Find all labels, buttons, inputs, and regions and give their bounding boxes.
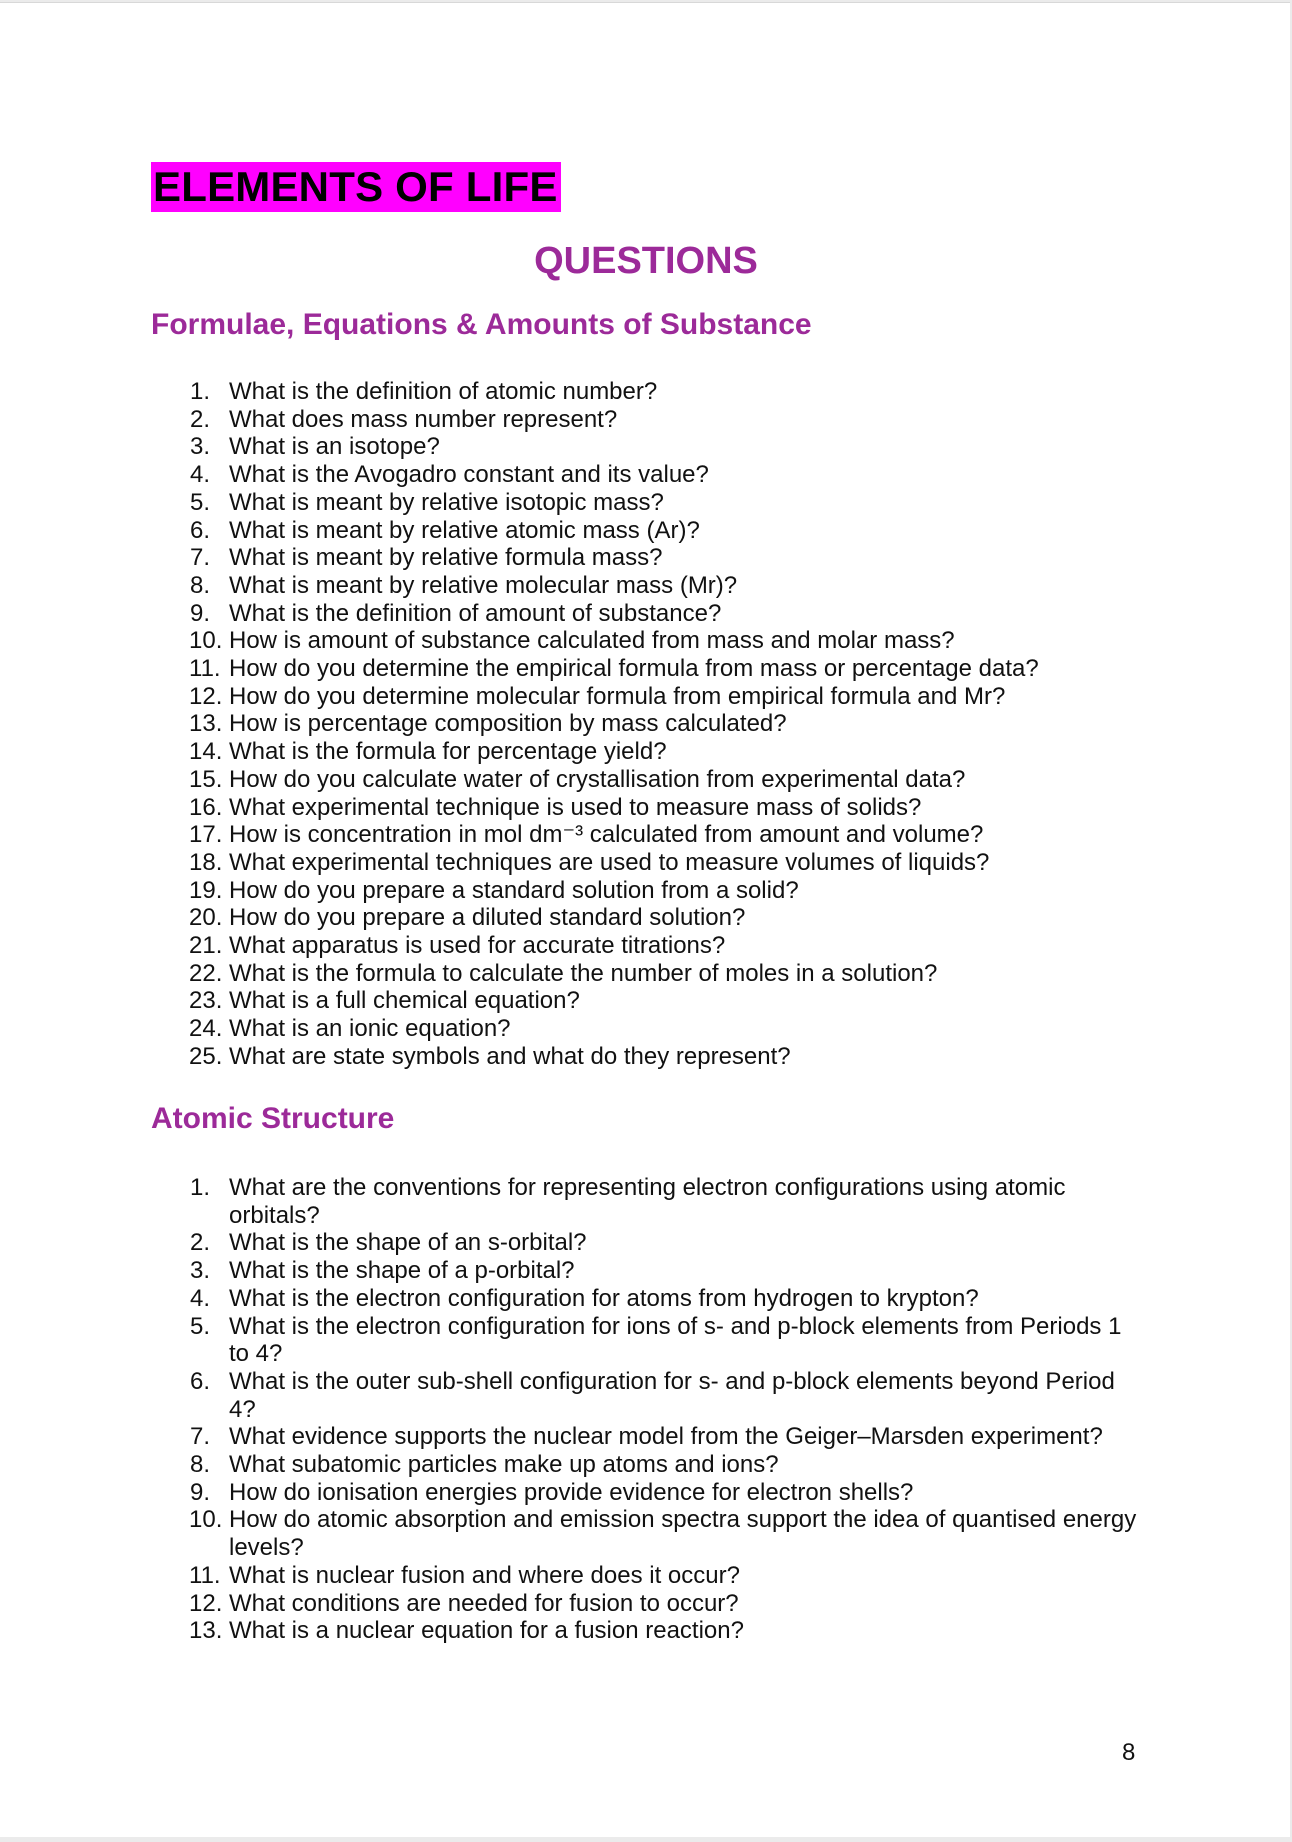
question-number: 13. <box>189 1617 223 1645</box>
question-text: What is the definition of atomic number? <box>229 378 658 405</box>
question-item <box>0 1285 1140 1313</box>
question-text: How do ionisation energies provide evidence for electron shells? <box>229 1478 914 1506</box>
question-text: What is meant by relative formula mass? <box>229 544 663 572</box>
question-number: 23. <box>189 987 223 1015</box>
question-item <box>0 627 1140 655</box>
question-text: What is an isotope? <box>229 433 440 461</box>
question-number: 16. <box>189 793 223 821</box>
question-number: 7. <box>190 544 211 572</box>
page-number: 8 <box>1122 1739 1136 1766</box>
question-text: What is the formula for percentage yield? <box>229 738 667 766</box>
question-number: 9. <box>190 599 211 627</box>
question-number: 6. <box>190 516 211 544</box>
question-number: 8. <box>190 571 211 599</box>
question-number: 8. <box>190 1451 211 1479</box>
question-text: What is the electron configuration for atoms from hydrogen to krypton? <box>229 1284 979 1312</box>
question-item <box>0 489 1140 517</box>
question-text: What evidence supports the nuclear model from the Geiger–Marsden experiment? <box>229 1423 1103 1451</box>
question-text: What is a full chemical equation? <box>229 987 580 1015</box>
question-text: How do you calculate water of crystallisation from experimental data? <box>229 765 966 793</box>
question-text: What are state symbols and what do they represent? <box>229 1042 791 1070</box>
question-number: 10. <box>189 627 223 655</box>
question-list-formulae <box>0 378 1140 1071</box>
question-text: How do you prepare a diluted standard solution? <box>229 904 746 932</box>
question-item <box>0 517 1140 545</box>
question-text: What apparatus is used for accurate titrations? <box>229 932 726 960</box>
question-item <box>0 1590 1140 1618</box>
question-number: 3. <box>190 433 211 461</box>
question-item <box>0 461 1140 489</box>
question-number: 3. <box>190 1257 211 1285</box>
question-item <box>0 1043 1140 1071</box>
question-item <box>0 794 1140 822</box>
question-number: 17. <box>189 821 223 849</box>
question-number: 6. <box>190 1367 211 1395</box>
question-text: What experimental techniques are used to measure volumes of liquids? <box>229 848 990 876</box>
question-number: 22. <box>189 959 223 987</box>
question-number: 12. <box>189 682 223 710</box>
question-number: 18. <box>189 848 223 876</box>
section-heading-formulae: Formulae, Equations & Amounts of Substance <box>151 308 812 341</box>
question-item <box>0 932 1140 960</box>
question-text: What is a nuclear equation for a fusion reaction? <box>229 1617 744 1645</box>
question-number: 11. <box>189 1561 221 1589</box>
question-number: 5. <box>190 488 211 516</box>
question-text: What is the outer sub-shell configuration for s- and p-block elements beyond Period 4? <box>229 1367 1115 1423</box>
document-page <box>0 2 1290 1837</box>
question-item <box>0 1257 1140 1285</box>
question-item <box>0 544 1140 572</box>
question-number: 19. <box>189 876 223 904</box>
question-text: What is the definition of amount of substance? <box>229 599 722 627</box>
question-number: 10. <box>189 1506 223 1534</box>
question-number: 24. <box>189 1015 223 1043</box>
question-text: What is the shape of a p-orbital? <box>229 1257 575 1285</box>
question-number: 7. <box>190 1423 211 1451</box>
question-text: How do you prepare a standard solution from a solid? <box>229 876 799 904</box>
question-number: 1. <box>190 1174 211 1201</box>
question-number: 13. <box>189 710 223 738</box>
question-item <box>0 960 1140 988</box>
question-number: 1. <box>190 378 211 405</box>
question-item <box>0 1479 1140 1507</box>
question-text: What is an ionic equation? <box>229 1015 511 1043</box>
question-item <box>0 1617 1140 1645</box>
question-text: What conditions are needed for fusion to occur? <box>229 1589 739 1617</box>
questions-heading-text: QUESTIONS <box>534 240 758 282</box>
question-list-atomic-structure <box>0 1174 1140 1645</box>
question-item <box>0 849 1140 877</box>
question-number: 4. <box>190 1284 211 1312</box>
question-item <box>0 1229 1140 1257</box>
question-text: What is meant by relative atomic mass (Ar)? <box>229 516 700 544</box>
question-text: What does mass number represent? <box>229 405 618 433</box>
question-text: How do you determine the empirical formula from mass or percentage data? <box>229 655 1039 683</box>
question-item <box>0 904 1140 932</box>
question-number: 15. <box>189 765 223 793</box>
question-text: How is concentration in mol dm⁻³ calculated from amount and volume? <box>229 821 984 849</box>
question-number: 4. <box>190 461 211 489</box>
question-number: 20. <box>189 904 223 932</box>
question-item <box>0 877 1140 905</box>
question-text: What is meant by relative isotopic mass? <box>229 488 664 516</box>
question-text: How is percentage composition by mass calculated? <box>229 710 787 738</box>
question-number: 9. <box>190 1478 211 1506</box>
question-item <box>0 1451 1140 1479</box>
question-text: What is the electron configuration for ions of s- and p-block elements from Periods 1 to 4? <box>229 1312 1122 1368</box>
question-item <box>0 433 1140 461</box>
question-text: What is meant by relative molecular mass (Mr)? <box>229 571 738 599</box>
question-text: What is nuclear fusion and where does it occur? <box>229 1561 740 1589</box>
question-text: What experimental technique is used to measure mass of solids? <box>229 793 922 821</box>
main-title: ELEMENTS OF LIFE <box>151 162 561 212</box>
section-heading-atomic-structure: Atomic Structure <box>151 1102 395 1135</box>
question-number: 25. <box>189 1042 223 1070</box>
question-number: 21. <box>189 932 223 960</box>
question-item <box>0 572 1140 600</box>
question-text: What are the conventions for representing electron configurations using atomic orbitals? <box>229 1174 1066 1229</box>
question-number: 11. <box>189 655 221 683</box>
question-number: 12. <box>189 1589 223 1617</box>
question-item <box>0 1423 1140 1451</box>
question-item <box>0 710 1140 738</box>
question-item <box>0 1174 1140 1229</box>
question-text: What is the shape of an s-orbital? <box>229 1229 587 1257</box>
question-item <box>0 766 1140 794</box>
question-item <box>0 655 1140 683</box>
question-item <box>0 738 1140 766</box>
question-text: How is amount of substance calculated from mass and molar mass? <box>229 627 955 655</box>
question-item <box>0 1506 1140 1561</box>
question-item <box>0 1015 1140 1043</box>
question-item <box>0 1313 1140 1368</box>
question-item <box>0 683 1140 711</box>
questions-heading <box>0 237 1290 285</box>
question-text: What subatomic particles make up atoms and ions? <box>229 1451 779 1479</box>
question-number: 2. <box>190 405 211 433</box>
question-number: 14. <box>189 738 223 766</box>
question-item <box>0 1368 1140 1423</box>
question-item <box>0 987 1140 1015</box>
title-wrap <box>151 162 561 212</box>
question-text: How do you determine molecular formula from empirical formula and Mr? <box>229 682 1006 710</box>
question-item <box>0 378 1140 406</box>
question-item <box>0 406 1140 434</box>
question-item <box>0 821 1140 849</box>
question-text: What is the Avogadro constant and its value? <box>229 461 709 489</box>
question-item <box>0 1562 1140 1590</box>
question-number: 2. <box>190 1229 211 1257</box>
question-number: 5. <box>190 1312 211 1340</box>
question-text: What is the formula to calculate the number of moles in a solution? <box>229 959 938 987</box>
question-item <box>0 600 1140 628</box>
question-text: How do atomic absorption and emission spectra support the idea of quantised energy levels? <box>229 1506 1137 1562</box>
